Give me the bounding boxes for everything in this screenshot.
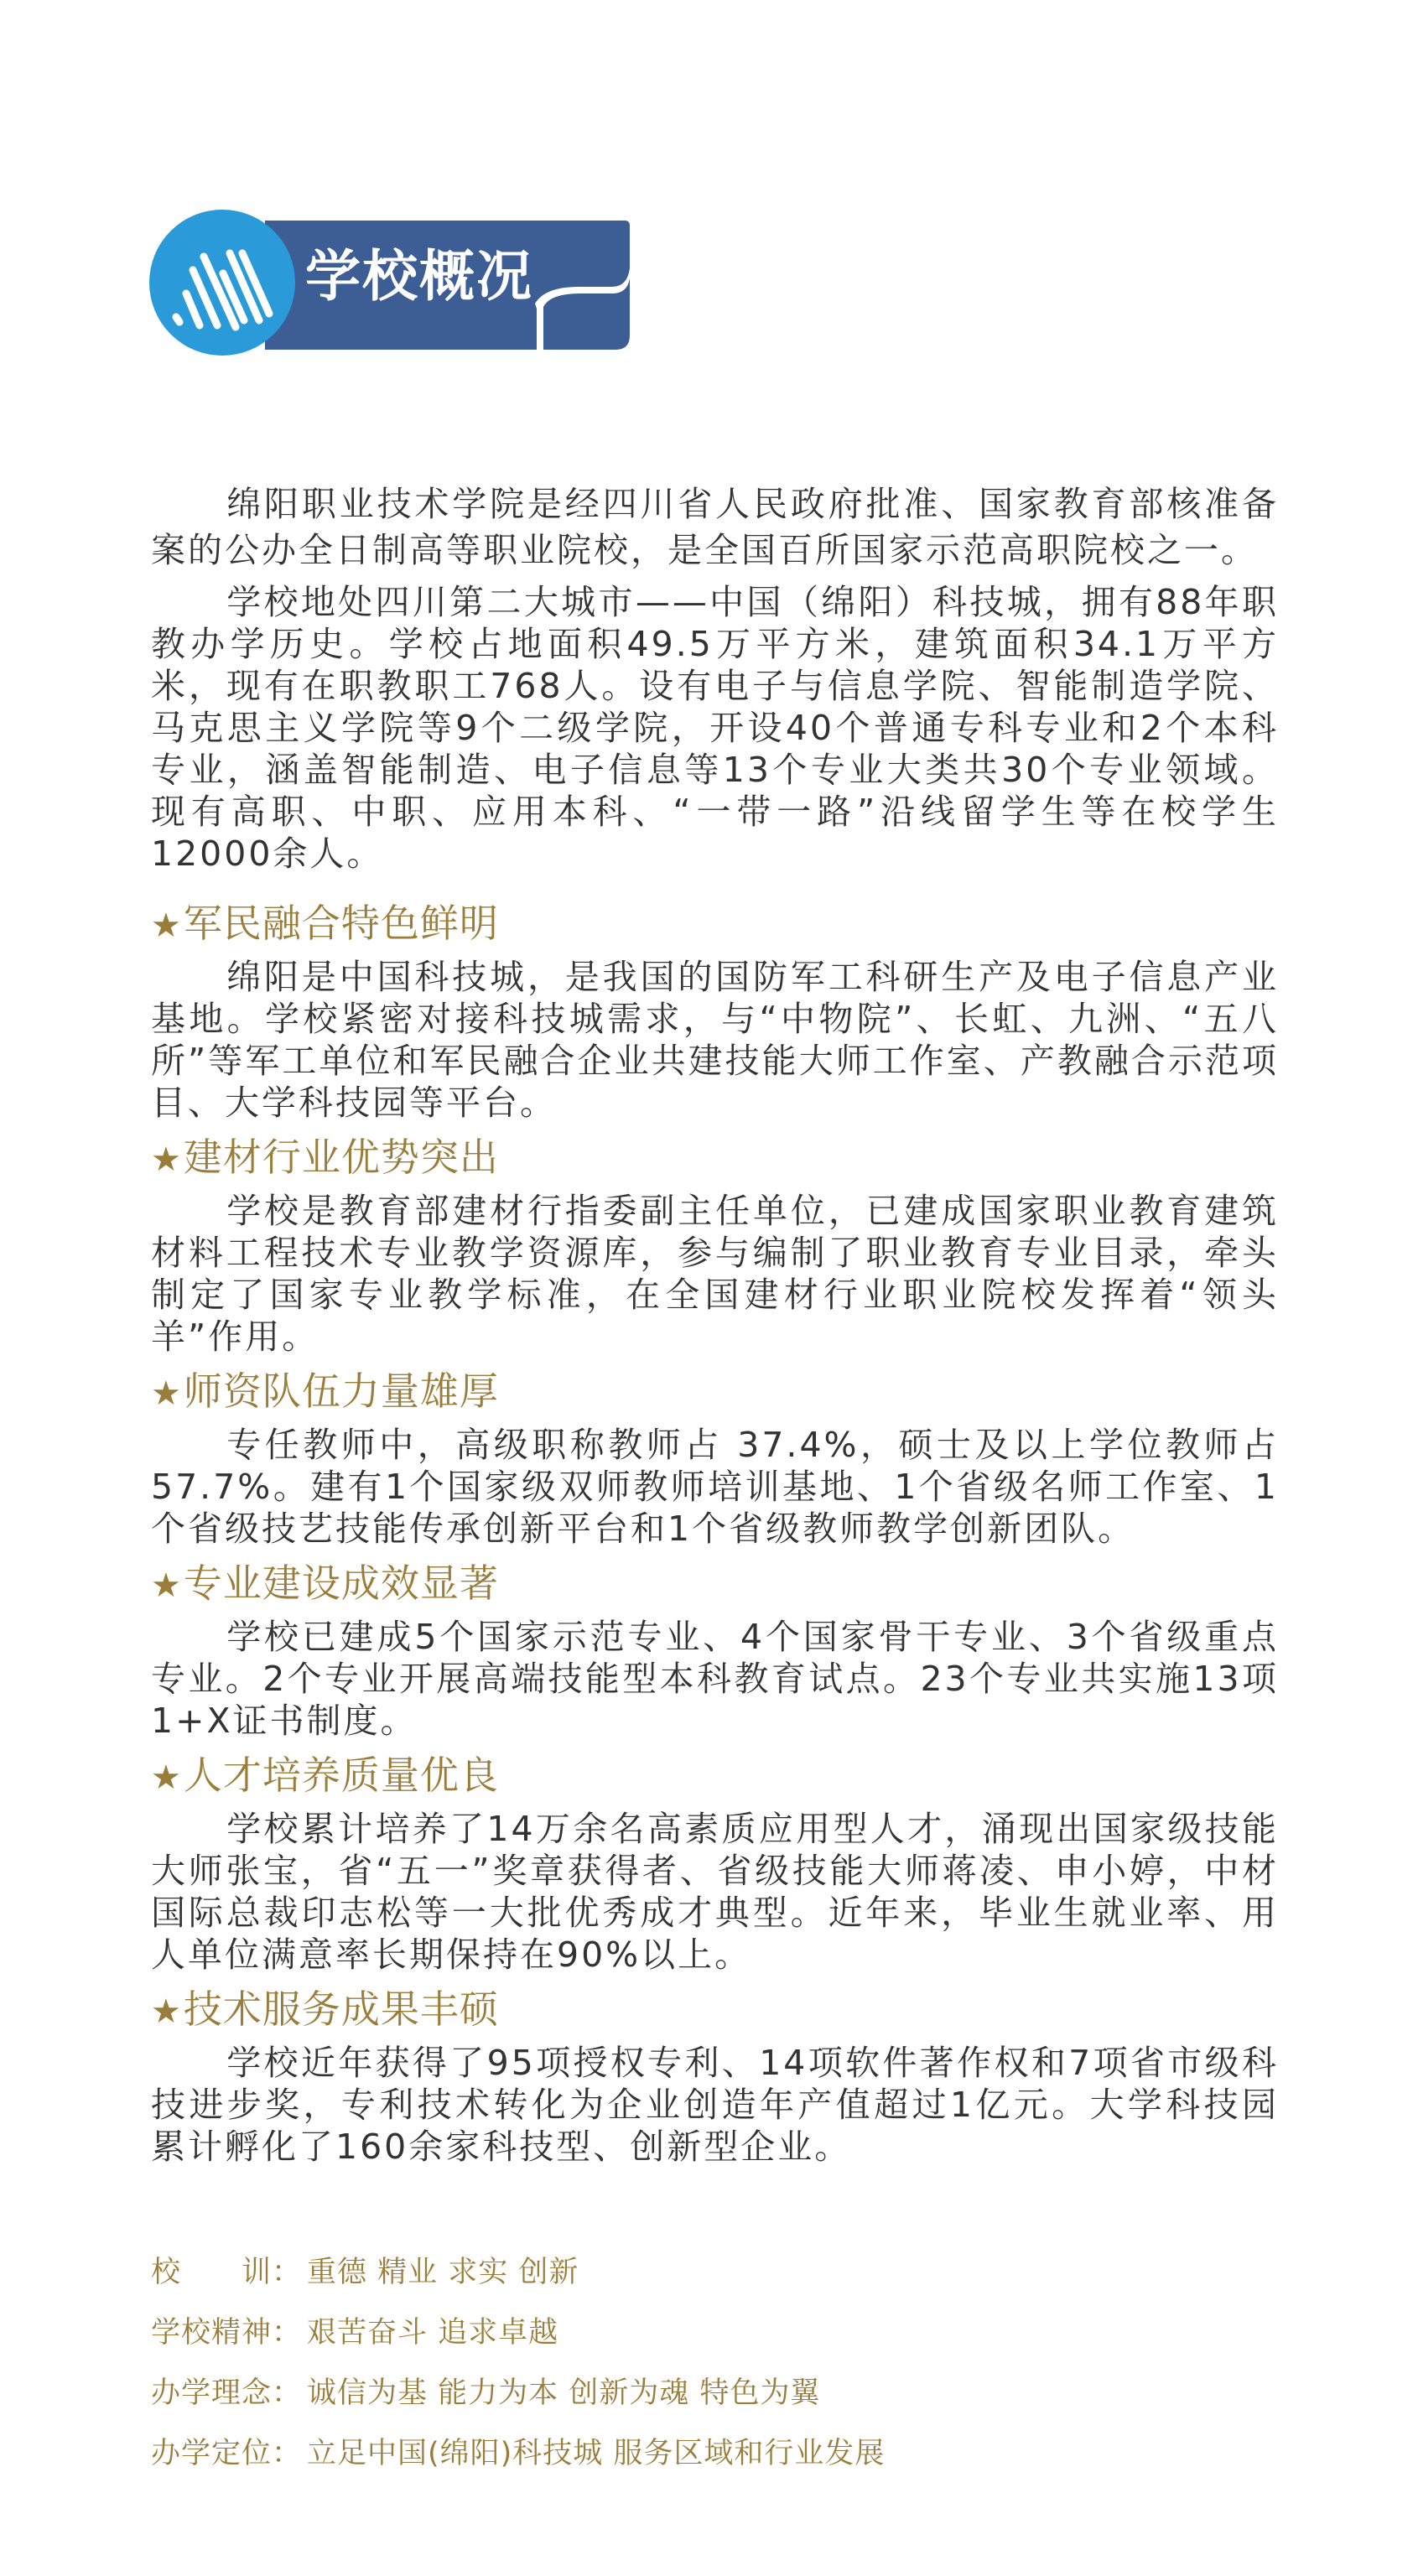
motto-positioning: 办学定位： 立足中国(绵阳)科技城 服务区域和行业发展: [151, 2437, 886, 2470]
section-text: 学校已建成5个国家示范专业、4个国家骨干专业、3个省级重点专业。2个专业开展高端技能型本科教育试点。23个专业共实施13项1+X证书制度。: [151, 1617, 1279, 1741]
section-text: 专任教师中，高级职称教师占 37.4%，硕士及以上学位教师占 57.7%。建有1个国家级双师教师培训基地、1个省级名师工作室、1个省级技艺技能传承创新平台和1个省级教师教学创新团队。: [151, 1425, 1279, 1549]
section-text: 绵阳是中国科技城，是我国的国防军工科研生产及电子信息产业基地。学校紧密对接科技城需求，与“中物院”、长虹、九洲、“五八所”等军工单位和军民融合企业共建技能大师工作室、产教融合示范项目、大学科技园等平台。: [151, 957, 1279, 1123]
section-heading: ★技术服务成果丰硕: [151, 1987, 499, 2032]
star-icon: ★: [151, 1140, 182, 1179]
section-heading: ★人才培养质量优良: [151, 1753, 499, 1798]
star-icon: ★: [151, 1758, 182, 1797]
star-icon: ★: [151, 1374, 182, 1413]
intro-paragraph-1: 绵阳职业技术学院是经四川省人民政府批准、国家教育部核准备案的公办全日制高等职业院校，是全国百所国家示范高职院校之一。: [151, 484, 1279, 570]
motto-school-spirit: 学校精神： 艰苦奋斗 追求卓越: [151, 2316, 559, 2350]
section-heading: ★建材行业优势突出: [151, 1135, 499, 1180]
motto-list: [151, 2251, 1279, 2475]
section-heading: ★军民融合特色鲜明: [151, 901, 499, 946]
section-heading: ★专业建设成效显著: [151, 1561, 499, 1606]
star-icon: ★: [151, 1566, 182, 1605]
section-text: 学校是教育部建材行指委副主任单位，已建成国家职业教育建筑材料工程技术专业教学资源库，参与编制了职业教育专业目录，牵头制定了国家专业教学标准，在全国建材行业职业院校发挥着“领头羊”作用。: [151, 1191, 1279, 1357]
star-icon: ★: [151, 1992, 182, 2031]
sound-wave-icon: [149, 210, 295, 356]
star-icon: ★: [151, 906, 182, 945]
intro-paragraph-2: 学校地处四川第二大城市——中国（绵阳）科技城，拥有88年职教办学历史。学校占地面积49.5万平方米，建筑面积34.1万平方米，现有在职教职工768人。设有电子与信息学院、智能制造学院、马克思主义学院等9个二级学院，开设40个普通专科专业和2个本科专业，涵盖智能制造、电子信息等13个专业大类共30个专业领域。现有高职、中职、应用本科、“一带一路”沿线留学生等在校学生12000余人。: [151, 582, 1279, 874]
main-content: [151, 481, 1279, 2493]
section-text: 学校累计培养了14万余名高素质应用型人才，涌现出国家级技能大师张宝，省“五一”奖章获得者、省级技能大师蒋凌、申小婷，中材国际总裁印志松等一大批优秀成才典型。近年来，毕业生就业率、用人单位满意率长期保持在90%以上。: [151, 1809, 1279, 1975]
motto-school-motto: 校 训： 重德 精业 求实 创新: [151, 2256, 579, 2289]
section-heading: ★师资队伍力量雄厚: [151, 1368, 499, 1414]
section-text: 学校近年获得了95项授权专利、14项软件著作权和7项省市级科技进步奖，专利技术转化为企业创造年产值超过1亿元。大学科技园累计孵化了160余家科技型、创新型企业。: [151, 2043, 1279, 2167]
page-title: 学校概况: [305, 244, 533, 309]
motto-philosophy: 办学理念： 诚信为基 能力为本 创新为魂 特色为翼: [151, 2376, 821, 2410]
